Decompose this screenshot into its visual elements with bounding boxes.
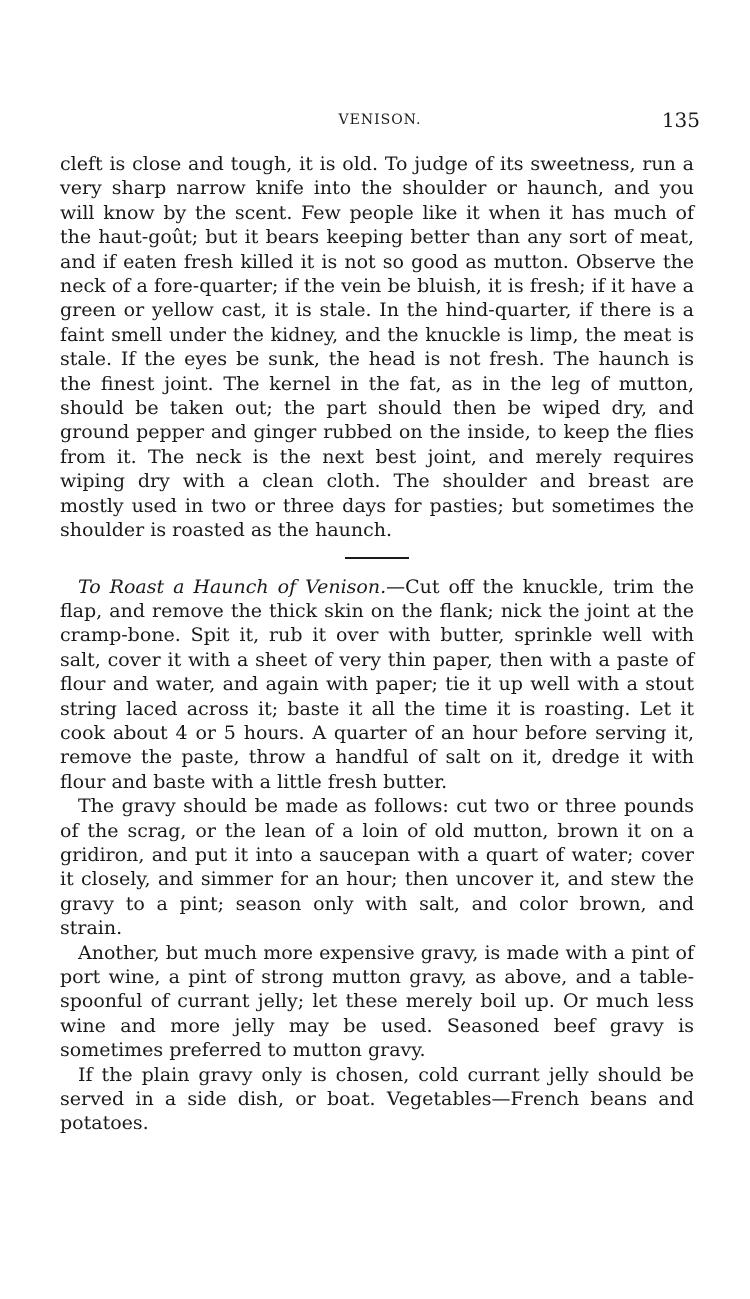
paragraph-roast-haunch — [60, 575, 694, 795]
section-divider — [345, 557, 409, 559]
running-title: VENISON. — [338, 112, 422, 128]
running-head — [60, 108, 700, 138]
paragraph-expensive-gravy: Another, but much more expensive gravy, is made with a pint of port wine, a pint of strong mutton gravy, as above, and a table-spoonful of currant jelly; let these merely boil up. Or much less wine and more jelly may be used. Seasoned beef gravy is sometimes preferred to mutton gravy. — [60, 941, 694, 1062]
page-number: 135 — [661, 108, 700, 132]
body-text — [60, 152, 694, 1136]
paragraph-plain-gravy: If the plain gravy only is chosen, cold currant jelly should be served in a side dish, or boat. Vegetables—French beans and potatoes. — [60, 1063, 694, 1135]
paragraph-venison-selection: cleft is close and tough, it is old. To judge of its sweetness, run a very sharp narrow knife into the shoulder or haunch, and you will know by the scent. Few people like it when it has much of the haut-goût; but it bears keeping better than any sort of meat, and if eaten fresh killed it is not so good as mutton. Observe the neck of a fore-quarter; if the vein be bluish, it is fresh; if it have a green or yellow cast, it is stale. In the hind-quarter, if there is a faint smell under the kidney, and the knuckle is limp, the meat is stale. If the eyes be sunk, the head is not fresh. The haunch is the finest joint. The kernel in the fat, as in the leg of mutton, should be taken out; the part should then be wiped dry, and ground pepper and ginger rubbed on the inside, to keep the flies from it. The neck is the next best joint, and merely requires wiping dry with a clean cloth. The shoulder and breast are mostly used in two or three days for pasties; but sometimes the shoulder is roasted as the haunch. — [60, 153, 694, 542]
recipe-title: To Roast a Haunch of Venison. — [78, 575, 387, 598]
recipe-body: —Cut off the knuckle, trim the flap, and remove the thick skin on the flank; nick the joint at the cramp-bone. Spit it, rub it over with butter, sprinkle well with salt, cover it with a sheet of very thin paper, then with a paste of flour and water, and again with paper; tie it up well with a stout string laced across it; baste it all the time it is roasting. Let it cook about 4 or 5 hours. A quarter of an hour before serving it, remove the paste, throw a handful of salt on it, dredge it with flour and baste with a little fresh butter. — [60, 575, 694, 793]
paragraph-gravy: The gravy should be made as follows: cut two or three pounds of the scrag, or the lean of a loin of old mutton, brown it on a gridiron, and put it into a saucepan with a quart of water; cover it closely, and simmer for an hour; then uncover it, and stew the gravy to a pint; season only with salt, and color brown, and strain. — [60, 795, 694, 940]
